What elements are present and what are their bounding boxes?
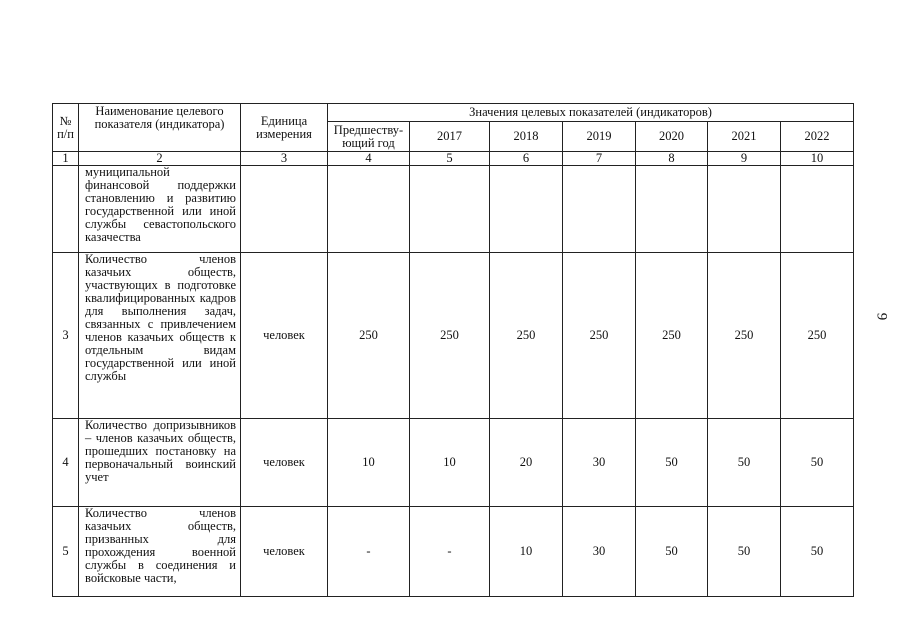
column-index: 10 (781, 152, 854, 166)
row-value: 20 (490, 419, 563, 507)
row-value: - (410, 507, 490, 597)
row-value: 50 (636, 419, 708, 507)
header-year: 2018 (490, 122, 563, 152)
row-value: 250 (410, 253, 490, 419)
header-year: 2022 (781, 122, 854, 152)
row-num: 5 (53, 507, 79, 597)
row-value (636, 166, 708, 253)
row-value (410, 166, 490, 253)
row-value: 30 (563, 507, 636, 597)
table-row (53, 419, 854, 507)
row-name: Количество членов казачьих обществ, призванных для прохождения военной службы в соединения и войсковые части, (79, 507, 241, 597)
column-index: 6 (490, 152, 563, 166)
header-unit: Единица измерения (241, 104, 328, 152)
row-value: - (328, 507, 410, 597)
column-index: 9 (708, 152, 781, 166)
row-value (328, 166, 410, 253)
header-values-title: Значения целевых показателей (индикаторов) (328, 104, 854, 122)
column-index: 2 (79, 152, 241, 166)
table-row (53, 166, 854, 253)
row-value: 250 (708, 253, 781, 419)
row-unit: человек (241, 507, 328, 597)
row-num: 3 (53, 253, 79, 419)
row-unit: человек (241, 419, 328, 507)
page-number: 9 (873, 312, 890, 321)
row-value (781, 166, 854, 253)
row-value: 250 (563, 253, 636, 419)
row-value: 50 (708, 507, 781, 597)
row-value: 50 (781, 507, 854, 597)
row-value: 250 (781, 253, 854, 419)
row-value: 10 (410, 419, 490, 507)
column-index: 4 (328, 152, 410, 166)
row-value: 50 (636, 507, 708, 597)
row-value: 50 (708, 419, 781, 507)
header-year: 2017 (410, 122, 490, 152)
row-value: 50 (781, 419, 854, 507)
column-index: 7 (563, 152, 636, 166)
row-value (708, 166, 781, 253)
row-value: 250 (328, 253, 410, 419)
row-unit: человек (241, 253, 328, 419)
header-year: 2020 (636, 122, 708, 152)
header-num: № п/п (53, 104, 79, 152)
column-index: 3 (241, 152, 328, 166)
row-name: Количество допризывников – членов казачьих обществ, прошедших постановку на первоначальный воинский учет (79, 419, 241, 507)
row-value: 30 (563, 419, 636, 507)
row-name: Количество членов казачьих обществ, участвующих в подготовке квалифицированных кадров для выполнения задач, связанных с привлечением членов казачьих обществ к отдельным видам государственной или иной службы (79, 253, 241, 419)
row-num: 4 (53, 419, 79, 507)
row-value (563, 166, 636, 253)
header-year: 2021 (708, 122, 781, 152)
row-value: 10 (490, 507, 563, 597)
row-value: 250 (636, 253, 708, 419)
header-prev-year: Предшеству- ющий год (328, 122, 410, 152)
row-value: 250 (490, 253, 563, 419)
row-unit (241, 166, 328, 253)
row-num (53, 166, 79, 253)
column-index-row (53, 152, 854, 166)
row-value: 10 (328, 419, 410, 507)
table-row (53, 253, 854, 419)
column-index: 8 (636, 152, 708, 166)
row-name: муниципальной финансовой поддержки становлению и развитию государственной или иной службы севастопольского казачества (79, 166, 241, 253)
column-index: 5 (410, 152, 490, 166)
indicators-table (52, 103, 854, 597)
row-value (490, 166, 563, 253)
header-year: 2019 (563, 122, 636, 152)
table-row (53, 507, 854, 597)
column-index: 1 (53, 152, 79, 166)
header-name: Наименование целевого показателя (индикатора) (79, 104, 241, 152)
